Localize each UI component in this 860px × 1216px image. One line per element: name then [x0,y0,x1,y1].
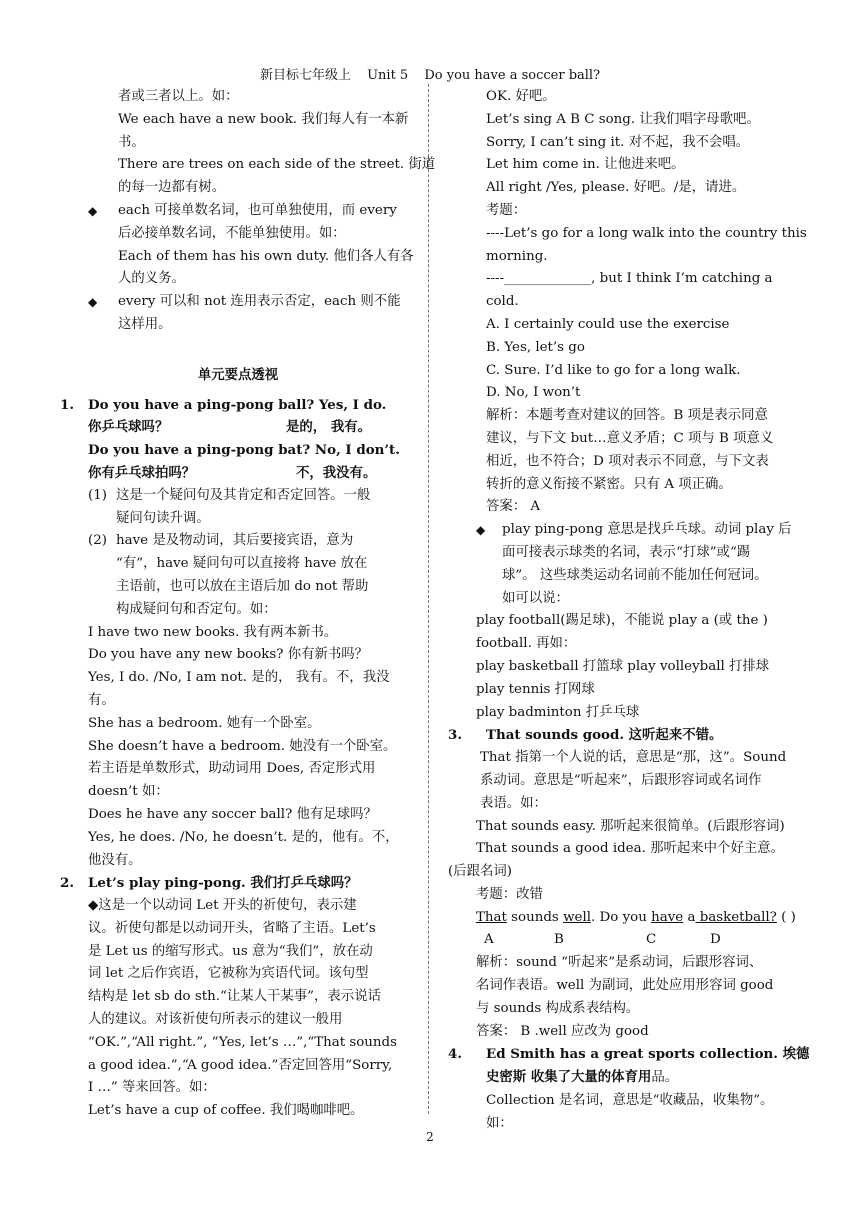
text-line: 的每一边都有树。 [118,180,226,196]
text-line: every 可以和 not 连用表示否定，each 则不能 [118,294,401,310]
text-line: ----Let’s go for a long walk into the country this [486,225,807,241]
text-line: 词 let 之后作宾语，它被称为宾语代词。该句型 [88,966,369,982]
column-divider [428,84,429,1114]
text-line: That sounds a good idea. 那听起来中个好主意。 [476,841,785,857]
translation: 是的， 我有。 [286,419,372,436]
text-line: 解析：sound “听起来”是系动词，后跟形容词、 [476,955,763,971]
option-letter: C [646,932,657,948]
text-line: 如： [486,1115,513,1131]
text-line: 人的建议。对该祈使句所表示的建议一般用 [88,1012,343,1028]
text-line: 人的义务。 [118,271,185,287]
underlined-word: basketball? [695,909,777,925]
text-line: play basketball 打篮球 play volleyball 打排球 [476,658,770,674]
text-line: 构成疑问句和否定句。如： [116,601,277,617]
item-number: 2. [60,875,74,892]
text-line: doesn’t 如： [88,784,169,800]
diamond-bullet-icon: ◆ [88,203,98,218]
diamond-bullet-icon: ◆ [88,295,98,310]
text-line: play ping-pong 意思是找乒乓球。动词 play 后 [502,522,792,538]
text-line: 书。 [118,134,145,150]
option: B. Yes, let’s go [486,339,585,355]
text-line: She has a bedroom. 她有一个卧室。 [88,715,321,731]
text-line: Yes, I do. /No, I am not. 是的， 我有。不，我没 [88,670,390,686]
bullet-item [88,291,416,314]
text-fragment: ( ) [776,909,796,925]
page-number: 2 [426,1130,434,1144]
text-line: Do you have any new books? 你有新书吗？ [88,647,369,663]
bullet-item [476,519,800,542]
sub-number: (2) [88,533,107,549]
translation: 你有乒乓球拍吗？ [88,464,196,481]
right-column [448,86,810,1136]
text-line: a good idea.”,“A good idea.”否定回答用“Sorry, [88,1057,393,1073]
error-correction-sentence [476,907,800,930]
section-title: 单元要点透视 [197,367,279,383]
option: C. Sure. I’d like to go for a long walk. [486,362,741,378]
text-line: morning. [486,248,548,264]
translation: 不，我没有。 [296,464,377,481]
text-line: 解析：本题考查对建议的回答。B 项是表示同意 [486,408,768,424]
option-letter: D [710,932,721,948]
bullet-item [88,200,416,223]
sub-number: (1) [88,487,107,503]
text-line: ◆这是一个以动词 Let 开头的祈使句，表示建 [88,898,357,914]
answer: 答案： B .well 应改为 good [476,1023,649,1039]
text-line: 若主语是单数形式，助动词用 Does, 否定形式用 [88,761,376,777]
text-line: ----_____________, but I think I’m catching a [486,271,773,287]
text-fragment: . Do you [591,909,652,925]
text-line: Let’s have a cup of coffee. 我们喝咖啡吧。 [88,1103,364,1119]
underlined-word: That [476,909,507,925]
item-number: 4. [448,1046,462,1063]
translation: 品。 [651,1070,679,1086]
text-line: 考题：改错 [476,886,543,902]
text-line: 有。 [88,692,115,708]
answer: 答案： A [486,499,541,515]
header-unit-title: Do you have a soccer ball? [424,68,601,83]
text-line: cold. [486,294,519,310]
header-textbook: 新目标七年级上 [259,68,351,83]
text-line: play tennis 打网球 [476,681,595,697]
text-line: I …” 等来回答。如： [88,1080,216,1096]
key-sentence: Do you have a ping-pong bat? No, I don’t. [88,442,400,459]
text-line: play badminton 打乒乓球 [476,704,640,720]
key-sentence: Ed Smith has a great sports collection. 埃德 [486,1046,810,1063]
text-line: (后跟名词) [448,864,513,880]
key-sentence: Let’s play ping-pong. 我们打乒乓球吗？ [88,875,358,892]
text-line: 疑问句读升调。 [116,510,210,526]
text-line: All right /Yes, please. 好吧。/是，请进。 [486,180,746,196]
text-line: 者或三者以上。如： [118,89,239,104]
translation: 史密斯 收集了大量的体育用 [486,1069,652,1086]
text-line: 如可以说： [502,590,569,606]
text-line: Let’s sing A B C song. 让我们唱字母歌吧。 [486,111,760,127]
text-line: There are trees on each side of the street. 街道 [118,157,436,173]
text-fragment: a [683,909,696,925]
item-number: 1. [60,396,74,413]
text-fragment: sounds [506,909,564,925]
text-line: She doesn’t have a bedroom. 她没有一个卧室。 [88,738,397,754]
text-line: 球”。 这些球类运动名词前不能加任何冠词。 [502,567,768,583]
text-line: 议。祈使句都是以动词开头，省略了主语。Let’s [88,920,376,936]
text-line: “有”，have 疑问句可以直接将 have 放在 [116,556,368,572]
key-sentence: Do you have a ping-pong ball? Yes, I do. [88,396,387,413]
running-header [0,64,860,83]
text-line: 结构是 let sb do sth.“让某人干某事”，表示说话 [88,989,381,1005]
text-line: We each have a new book. 我们每人有一本新 [118,111,409,127]
text-line: 转折的意义衔接不紧密。只有 A 项正确。 [486,476,732,492]
item-number: 3. [448,727,462,744]
text-line: 主语前，也可以放在主语后加 do not 帮助 [116,578,369,594]
text-line: 系动词。意思是“听起来”，后跟形容词或名词作 [480,772,762,788]
text-line: That 指第一个人说的话，意思是“那，这”。Sound [480,750,787,766]
option-letters [476,929,800,952]
header-unit: Unit 5 [367,68,409,83]
text-line: 表语。如： [480,795,547,811]
translation: 你乒乓球吗？ [88,419,169,436]
text-line: Does he have any soccer ball? 他有足球吗？ [88,806,377,822]
text-line: That sounds easy. 那听起来很简单。(后跟形容词) [476,818,785,834]
left-column [60,86,436,1123]
option-letter: B [554,932,564,948]
diamond-bullet-icon: ◆ [476,523,486,538]
text-line: Yes, he does. /No, he doesn’t. 是的，他有。不， [88,829,399,845]
key-sentence: That sounds good. 这听起来不错。 [486,727,723,744]
text-line: “OK.”,“All right.”, “Yes, let’s …”,“That sounds [88,1034,397,1050]
text-line: 建议，与下文 but…意义矛盾；C 项与 B 项意义 [486,430,774,446]
text-line: 是 Let us 的缩写形式。us 意为“我们”，放在动 [88,943,373,959]
option: A. I certainly could use the exercise [486,316,730,332]
text-line: 这样用。 [118,316,172,332]
text-line: 后必接单数名词，不能单独使用。如： [118,225,346,241]
text-line: Each of them has his own duty. 他们各人有各 [118,248,414,264]
text-line: each 可接单数名词，也可单独使用，而 every [118,202,397,218]
underlined-word: well [563,909,592,925]
text-line: 面可接表示球类的名词，表示“打球”或“踢 [502,544,751,560]
text-line: 这是一个疑问句及其肯定和否定回答。一般 [116,487,371,503]
text-line: Let him come in. 让他进来吧。 [486,157,685,173]
text-line: Sorry, I can’t sing it. 对不起，我不会唱。 [486,134,750,150]
text-line: have 是及物动词，其后要接宾语，意为 [116,533,354,549]
text-line: I have two new books. 我有两本新书。 [88,624,338,640]
text-line: football. 再如： [476,636,577,652]
text-line: play football(踢足球)，不能说 play a (或 the ) [476,613,768,629]
text-line: 他没有。 [88,852,142,868]
text-line: 相近，也不符合；D 项对表示不同意，与下文表 [486,453,769,469]
underlined-word: have [651,909,684,925]
text-line: Collection 是名词，意思是“收藏品，收集物”。 [486,1093,774,1109]
text-line: 考题： [486,202,527,218]
option-letter: A [484,932,494,948]
text-line: OK. 好吧。 [486,89,556,104]
option: D. No, I won’t [486,385,581,401]
text-line: 名词作表语。well 为副词，此处应用形容词 good [476,978,774,994]
text-line: 与 sounds 构成系表结构。 [476,1000,640,1016]
